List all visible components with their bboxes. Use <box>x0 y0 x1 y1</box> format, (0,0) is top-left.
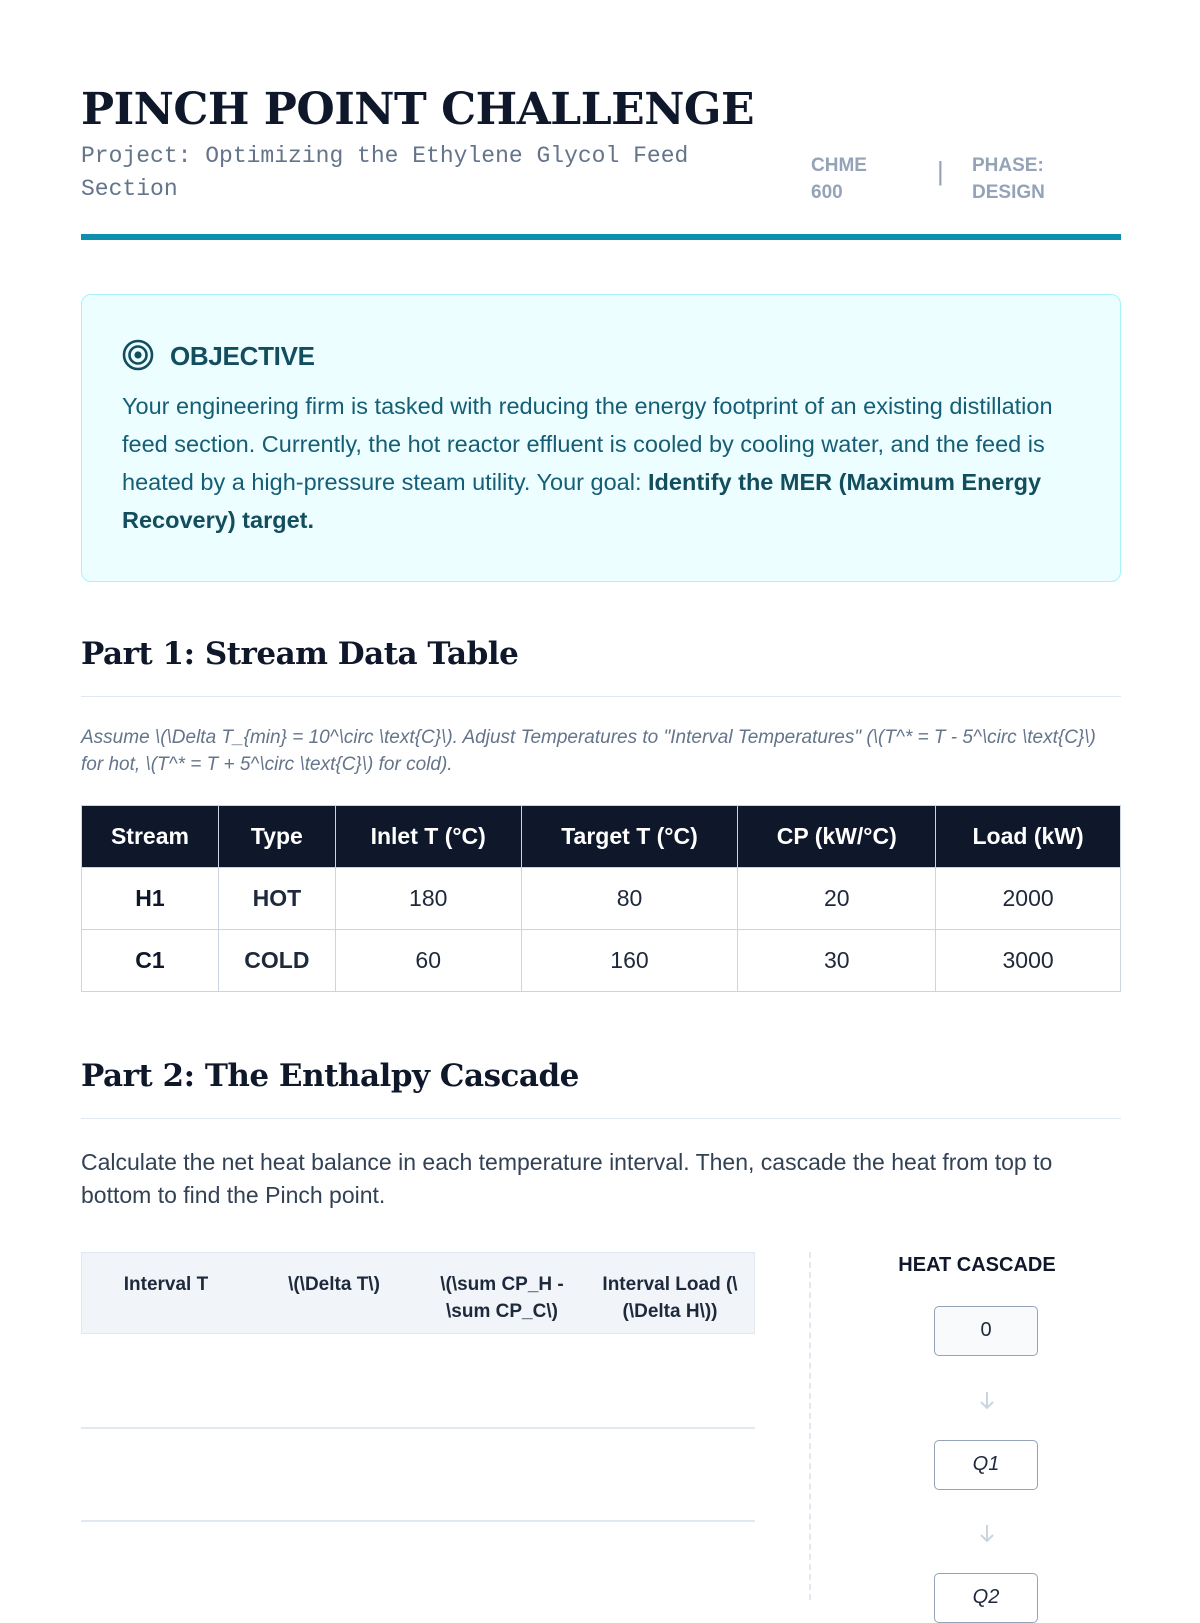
cp-cell: 20 <box>738 868 936 930</box>
objective-emphasis: Identify the MER (Maximum Energy Recovery) target. <box>122 469 1042 533</box>
load-cell: 2000 <box>936 868 1121 930</box>
phase-label-line2: DESIGN <box>972 182 1045 203</box>
interval-column-header: Interval T <box>123 1274 209 1295</box>
table-header-row <box>82 806 1121 868</box>
interval-column-header: Interval Load (\(\Delta H\)) <box>602 1274 738 1322</box>
target-temp-cell: 80 <box>521 868 738 930</box>
part2-heading: Part 2: The Enthalpy Cascade <box>81 1058 579 1094</box>
temperature-note: Assume \(\Delta T_{min} = 10^\circ \text{C}\). Adjust Temperatures to "Interval Temperatures" (\(T^* = T - 5^\circ \text{C}\) for hot, \(T^* = T + 5^\circ \text{C}\) for cold). <box>81 727 1096 775</box>
type-cell: HOT <box>218 868 335 930</box>
cascade-box[interactable]: Q2 <box>934 1573 1038 1623</box>
stream-data-table <box>81 805 1121 992</box>
course-label <box>811 152 901 206</box>
column-header: Type <box>218 806 335 868</box>
phase-label <box>972 152 1062 206</box>
course-label-line2: 600 <box>811 182 843 203</box>
stream-cell: C1 <box>82 930 219 992</box>
column-header: CP (kW/°C) <box>738 806 936 868</box>
column-header: Stream <box>82 806 219 868</box>
interval-row-divider <box>81 1427 755 1429</box>
column-header: Load (kW) <box>936 806 1121 868</box>
project-subtitle: Project: Optimizing the Ethylene Glycol Feed Section <box>81 143 689 202</box>
interval-table-header <box>81 1252 755 1334</box>
part1-heading: Part 1: Stream Data Table <box>81 636 519 672</box>
arrow-down-icon <box>977 1522 997 1546</box>
arrow-down-icon <box>977 1389 997 1413</box>
column-header: Inlet T (°C) <box>335 806 521 868</box>
cascade-instructions: Calculate the net heat balance in each temperature interval. Then, cascade the heat from top to bottom to find the Pinch point. <box>81 1149 1053 1208</box>
cascade-box[interactable]: 0 <box>934 1306 1038 1356</box>
cascade-divider <box>809 1252 811 1600</box>
part1-divider <box>81 696 1121 697</box>
stream-cell: H1 <box>82 868 219 930</box>
column-header: Target T (°C) <box>521 806 738 868</box>
objective-callout <box>81 294 1121 582</box>
inlet-temp-cell: 60 <box>335 930 521 992</box>
type-cell: COLD <box>218 930 335 992</box>
objective-body: Your engineering firm is tasked with reducing the energy footprint of an existing distillation feed section. Currently, the hot reactor effluent is cooled by cooling water, and the feed is heated by a high-pressure steam utility. Your goal: <box>122 393 1053 495</box>
cascade-title: HEAT CASCADE <box>898 1254 1056 1276</box>
table-row <box>82 868 1121 930</box>
part2-divider <box>81 1118 1121 1119</box>
target-icon <box>122 339 154 371</box>
table-row <box>82 930 1121 992</box>
objective-title: OBJECTIVE <box>170 341 315 371</box>
page-title: PINCH POINT CHALLENGE <box>81 84 755 135</box>
cascade-box[interactable]: Q1 <box>934 1440 1038 1490</box>
interval-row-divider <box>81 1520 755 1522</box>
load-cell: 3000 <box>936 930 1121 992</box>
header-divider <box>81 234 1121 240</box>
cp-cell: 30 <box>738 930 936 992</box>
inlet-temp-cell: 180 <box>335 868 521 930</box>
meta-separator: | <box>937 156 944 186</box>
phase-label-line1: PHASE: <box>972 155 1044 176</box>
course-label-line1: CHME <box>811 155 867 176</box>
interval-column-header: \(\sum CP_H - \sum CP_C\) <box>440 1274 564 1322</box>
objective-text <box>122 387 1082 539</box>
interval-column-header: \(\Delta T\) <box>288 1274 380 1295</box>
target-temp-cell: 160 <box>521 930 738 992</box>
